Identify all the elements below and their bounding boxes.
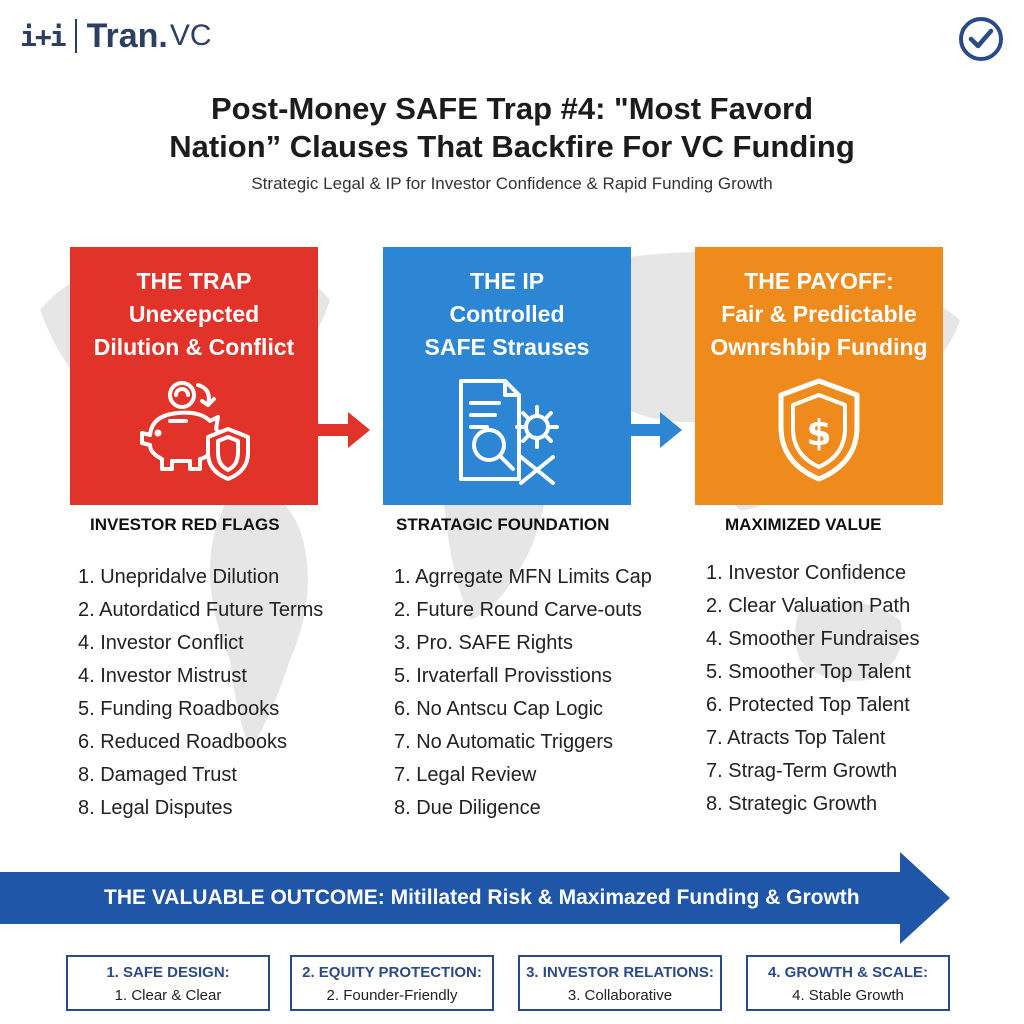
column-heading-red-flags: INVESTOR RED FLAGS [90,515,280,534]
card-the-payoff [695,247,943,505]
box-subtitle: 4. Stable Growth [792,987,904,1004]
document-gear-magnifier-icon [447,375,567,487]
list-item: 3. Pro. SAFE Rights [394,632,573,654]
brand-logo[interactable] [20,14,212,58]
title-line-2: Nation” Clauses That Backfire For VC Funding [169,129,855,164]
card-trap-line-2: Unexepcted [128,301,260,327]
list-item: 6. No Antscu Cap Logic [394,698,604,720]
brand-mark: i+i [20,19,65,53]
box-equity-protection [290,955,494,1011]
box-investor-relations [518,955,722,1011]
list-item: 7. Strag-Term Growth [706,760,898,782]
box-growth-scale [746,955,950,1011]
page-title [90,90,934,166]
box-title: 1. SAFE DESIGN: [106,964,230,981]
card-ip-line-3: SAFE Strauses [424,334,590,360]
brand-suffix: VC [169,19,212,52]
check-circle-icon [958,16,1004,62]
card-the-ip [383,247,631,505]
list-item: 4. Investor Conflict [78,632,244,654]
box-title: 2. EQUITY PROTECTION: [302,964,482,981]
list-item: 1. Unepridalve Dilution [78,566,280,588]
box-safe-design [66,955,270,1011]
card-ip-line-2: Controlled [449,301,565,327]
card-payoff-line-3: Ownrshbip Funding [710,334,928,360]
box-title: 4. GROWTH & SCALE: [768,964,928,981]
list-item: 8. Due Diligence [394,797,541,819]
box-subtitle: 2. Founder-Friendly [326,987,458,1004]
list-item: 2. Clear Valuation Path [706,595,911,617]
list-foundation [394,561,652,825]
list-item: 6. Reduced Roadbooks [78,731,288,753]
list-item: 8. Strategic Growth [706,793,878,815]
card-trap-line-3: Dilution & Conflict [93,334,295,360]
list-item: 5. Smoother Top Talent [706,661,911,683]
svg-text:$: $ [806,413,832,454]
arrow-right-icon [318,408,370,452]
box-subtitle: 1. Clear & Clear [114,987,222,1004]
card-payoff-line-1: THE PAYOFF: [744,268,894,294]
list-item: 4. Investor Mistrust [78,665,247,687]
arrow-right-icon [630,408,682,452]
card-the-trap [70,247,318,505]
list-item: 8. Legal Disputes [78,797,233,819]
card-trap-line-1: THE TRAP [136,268,252,294]
list-item: 1. Agrregate MFN Limits Cap [394,566,652,588]
list-item: 4. Smoother Fundraises [706,628,920,650]
piggy-bank-shield-icon [134,375,254,485]
brand-name: Tran. [86,16,168,55]
brand-divider [75,19,77,53]
column-heading-value: MAXIMIZED VALUE [725,515,882,534]
list-item: 6. Protected Top Talent [706,694,910,716]
list-item: 2. Autordaticd Future Terms [78,599,324,621]
list-item: 2. Future Round Carve-outs [394,599,642,621]
column-heading-foundation: STRATAGIC FOUNDATION [396,515,610,534]
list-item: 7. Legal Review [394,764,537,786]
list-item: 8. Damaged Trust [78,764,237,786]
outcome-banner-text: THE VALUABLE OUTCOME: Mitillated Risk & Maximazed Funding & Growth [104,886,860,909]
list-item: 7. No Automatic Triggers [394,731,613,753]
box-subtitle: 3. Collaborative [567,987,673,1004]
card-ip-line-1: THE IP [469,268,545,294]
card-payoff-line-2: Fair & Predictable [721,301,917,327]
list-item: 1. Investor Confidence [706,562,907,584]
list-item: 5. Irvaterfall Provisstions [394,665,612,687]
page-subtitle: Strategic Legal & IP for Investor Confidence & Rapid Funding Growth [251,174,773,193]
box-title: 3. INVESTOR RELATIONS: [526,964,714,981]
title-line-1: Post-Money SAFE Trap #4: "Most Favord [210,91,814,126]
dollar-shield-icon [769,375,869,485]
list-item: 5. Funding Roadbooks [78,698,280,720]
list-value [706,557,919,821]
list-item: 7. Atracts Top Talent [706,727,886,749]
list-red-flags [78,561,323,825]
